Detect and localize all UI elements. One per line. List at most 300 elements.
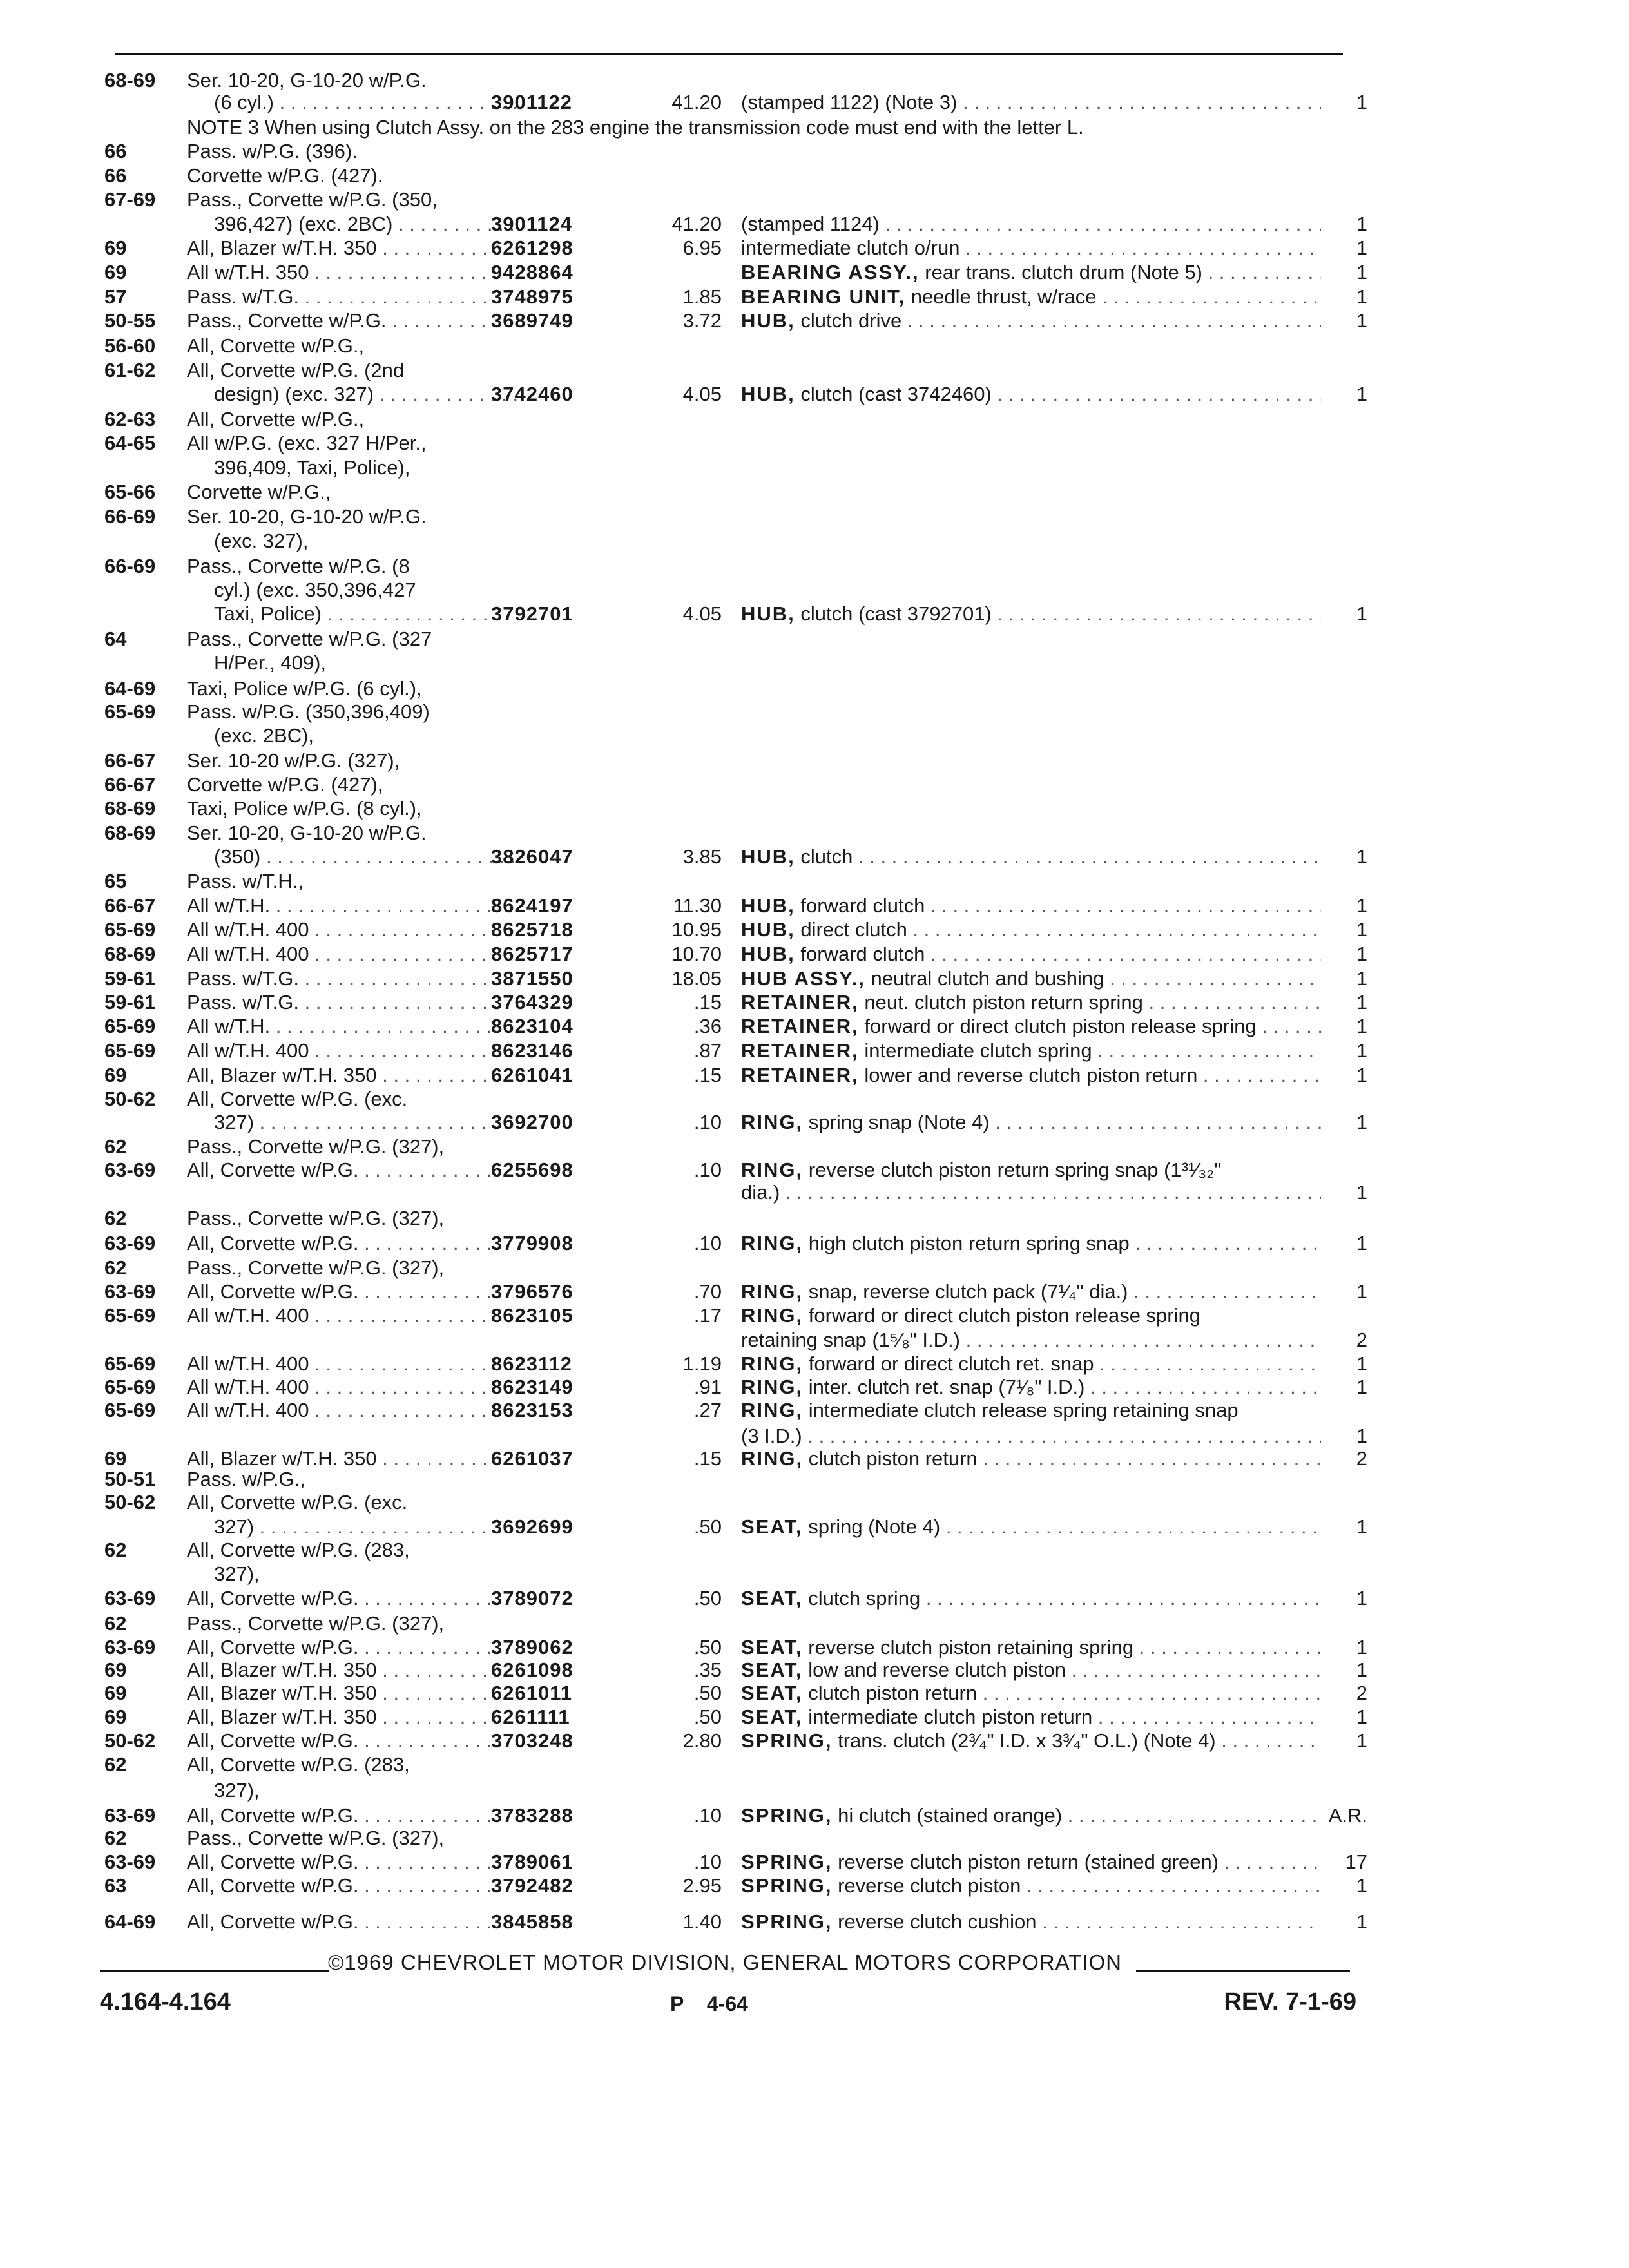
price: .15	[693, 1064, 722, 1086]
model-years: 68-69	[104, 797, 156, 820]
model-years: 66-67	[104, 773, 156, 796]
description-text: snap, reverse clutch pack (7¹⁄₄" dia.)	[808, 1280, 1128, 1303]
table-row	[0, 1039, 1629, 1063]
table-row	[0, 115, 1629, 140]
model-years: 69	[104, 1658, 127, 1681]
description-text: spring snap (Note 4)	[808, 1111, 990, 1133]
model-years: 57	[104, 285, 127, 308]
table-row	[0, 602, 1629, 626]
application: H/Per., 409),	[214, 651, 327, 674]
quantity: 1	[1356, 1636, 1367, 1658]
application: All w/T.H. 400 . . .	[187, 942, 490, 966]
price: .27	[693, 1399, 722, 1421]
table-row	[0, 1398, 1629, 1423]
price: .87	[693, 1039, 722, 1062]
table-row	[0, 700, 1629, 724]
part-number: 9428864	[491, 261, 574, 284]
table-row	[0, 1874, 1629, 1898]
model-years: 62	[104, 1827, 127, 1849]
table-row	[0, 1135, 1629, 1159]
part-name: SPRING,	[741, 1910, 833, 1933]
model-years: 66-67	[104, 749, 156, 772]
description-text: forward or direct clutch piston release spring	[808, 1304, 1200, 1327]
model-years: 67-69	[104, 188, 156, 211]
part-number: 3742460	[491, 383, 574, 405]
description-text: inter. clutch ret. snap (7¹⁄₈" I.D.)	[808, 1376, 1085, 1398]
model-years: 50-62	[104, 1491, 156, 1514]
application: All, Corvette w/P.G.,	[187, 334, 365, 357]
quantity: 1	[1356, 383, 1367, 405]
application: All, Corvette w/P.G. . . .	[187, 1635, 490, 1660]
quantity: 1	[1356, 1910, 1367, 1933]
application: All, Blazer w/T.H. 350 . . .	[187, 236, 490, 260]
description	[741, 602, 1321, 626]
quantity: 1	[1356, 1874, 1367, 1897]
application: All, Corvette w/P.G. . . .	[187, 1586, 490, 1611]
part-name: HUB,	[741, 894, 795, 917]
price: 2.95	[682, 1874, 722, 1897]
application: All, Corvette w/P.G. . . .	[187, 1850, 490, 1874]
table-row	[0, 1826, 1629, 1850]
description	[741, 1352, 1321, 1376]
application: Pass., Corvette w/P.G. (327),	[187, 1256, 445, 1279]
part-name: SEAT,	[741, 1706, 803, 1728]
table-row	[0, 1467, 1629, 1492]
part-number: 3789072	[491, 1587, 574, 1610]
application: All, Corvette w/P.G. . . .	[187, 1280, 490, 1304]
table-row	[0, 990, 1629, 1015]
description-text: clutch	[800, 845, 853, 868]
part-number: 8625718	[491, 918, 574, 941]
description	[741, 309, 1321, 333]
table-row	[0, 1063, 1629, 1088]
price: 10.70	[671, 943, 722, 965]
description-text: lower and reverse clutch piston return	[864, 1064, 1198, 1086]
price: 11.30	[673, 894, 722, 917]
application: Ser. 10-20, G-10-20 w/P.G.	[187, 505, 427, 528]
model-years: 69	[104, 1706, 127, 1728]
application: (exc. 2BC),	[214, 724, 314, 747]
description-text: direct clutch	[800, 918, 907, 941]
model-years: 63-69	[104, 1636, 156, 1658]
model-years: 65-69	[104, 1352, 156, 1375]
model-years: 65	[104, 870, 127, 892]
part-name: HUB,	[741, 918, 795, 941]
part-number: 6261037	[491, 1447, 574, 1470]
part-number: 3789062	[491, 1636, 574, 1658]
price: 1.40	[682, 1910, 722, 1933]
application: Corvette w/P.G. (427).	[187, 164, 383, 187]
part-number: 8623112	[491, 1352, 572, 1375]
part-name: SEAT,	[741, 1682, 803, 1704]
table-row	[0, 529, 1629, 553]
part-name: RETAINER,	[741, 1064, 859, 1086]
table-row	[0, 1611, 1629, 1636]
quantity: 1	[1356, 1658, 1367, 1681]
application: Pass. w/T.G. . . .	[187, 966, 490, 991]
part-number: 3748975	[491, 285, 574, 308]
table-row	[0, 187, 1629, 212]
table-row	[0, 68, 1629, 93]
application: All, Blazer w/T.H. 350 . . .	[187, 1705, 490, 1729]
model-years: 66	[104, 164, 127, 187]
quantity: 17	[1345, 1850, 1367, 1873]
table-row	[0, 1753, 1629, 1777]
table-row	[0, 869, 1629, 894]
price: .15	[693, 1447, 722, 1470]
table-row	[0, 90, 1629, 115]
price: 10.95	[671, 918, 722, 941]
table-row	[0, 1490, 1629, 1515]
table-row	[0, 578, 1629, 602]
description-text: reverse clutch cushion	[838, 1910, 1037, 1933]
table-row	[0, 1538, 1629, 1562]
quantity: 1	[1356, 1352, 1367, 1375]
part-number: 3792482	[491, 1874, 574, 1897]
part-name: SEAT,	[741, 1587, 803, 1610]
table-row	[0, 456, 1629, 480]
part-number: 6261011	[491, 1682, 572, 1704]
description	[741, 90, 1321, 115]
description	[741, 1231, 1321, 1256]
part-name: BEARING UNIT,	[741, 285, 906, 308]
model-years: 56-60	[104, 334, 156, 357]
description	[741, 1398, 1321, 1423]
model-years: 63-69	[104, 1232, 156, 1254]
application: Pass., Corvette w/P.G. (327),	[187, 1135, 445, 1158]
application: All w/T.H. 400 . . .	[187, 918, 490, 942]
model-years: 63-69	[104, 1158, 156, 1181]
model-years: 62	[104, 1256, 127, 1279]
model-years: 65-66	[104, 481, 156, 503]
part-name: RING,	[741, 1304, 804, 1327]
description-text: reverse clutch piston	[838, 1874, 1021, 1897]
price: .50	[693, 1706, 722, 1728]
model-years: 65-69	[104, 1015, 156, 1037]
part-name: RING,	[741, 1158, 804, 1181]
part-number: 3796576	[491, 1280, 574, 1303]
description-text: high clutch piston return spring snap	[808, 1232, 1130, 1254]
quantity: 1	[1356, 918, 1367, 941]
top-rule	[115, 53, 1343, 55]
table-row	[0, 358, 1629, 383]
quantity: 1	[1356, 1181, 1367, 1204]
quantity: 1	[1356, 1729, 1367, 1752]
quantity: 1	[1356, 1706, 1367, 1728]
application: Ser. 10-20, G-10-20 w/P.G.	[187, 822, 427, 844]
quantity: 1	[1356, 1039, 1367, 1062]
description	[741, 1424, 1321, 1448]
description	[741, 1039, 1321, 1063]
description-text: intermediate clutch spring	[864, 1039, 1092, 1062]
part-number: 3764329	[491, 991, 574, 1014]
application: Pass. w/T.G. . . .	[187, 285, 490, 309]
model-years: 65-69	[104, 1376, 156, 1398]
description	[741, 1110, 1321, 1135]
table-row	[0, 1087, 1629, 1111]
application: All w/T.H. 400 . . .	[187, 1039, 490, 1063]
table-row	[0, 1586, 1629, 1611]
table-row	[0, 164, 1629, 188]
description-text: clutch (cast 3792701)	[800, 602, 992, 625]
model-years: 64-65	[104, 432, 156, 454]
part-name: HUB,	[741, 602, 795, 625]
description-text: (3 I.D.)	[741, 1425, 802, 1447]
description-text: low and reverse clutch piston	[808, 1658, 1066, 1681]
table-row	[0, 1352, 1629, 1376]
table-row	[0, 1014, 1629, 1039]
description	[741, 894, 1321, 918]
application: All w/T.H. . . .	[187, 1014, 490, 1039]
model-years: 68-69	[104, 822, 156, 844]
table-row	[0, 821, 1629, 845]
part-number: 3703248	[491, 1729, 574, 1752]
model-years: 50-62	[104, 1729, 156, 1752]
application: cyl.) (exc. 350,396,427	[214, 579, 416, 601]
description	[741, 918, 1321, 942]
quantity: 2	[1356, 1329, 1367, 1351]
description-text: reverse clutch piston return (stained green)	[838, 1850, 1219, 1873]
quantity: 1	[1356, 1515, 1367, 1538]
part-number: 8623149	[491, 1376, 574, 1398]
part-number: 8623105	[491, 1304, 574, 1327]
description	[741, 1586, 1321, 1611]
part-name: BEARING ASSY.,	[741, 261, 920, 284]
application: 396,427) (exc. 2BC) . . .	[187, 212, 517, 236]
part-number: 3779908	[491, 1232, 574, 1254]
quantity: A.R.	[1328, 1804, 1367, 1827]
model-years: 69	[104, 1682, 127, 1704]
part-name: HUB ASSY.,	[741, 967, 865, 990]
part-number: 6261098	[491, 1658, 574, 1681]
part-name: RING,	[741, 1376, 804, 1398]
table-row	[0, 845, 1629, 869]
price: 4.05	[682, 383, 722, 405]
table-row	[0, 1231, 1629, 1256]
price: 18.05	[671, 967, 722, 990]
description	[741, 1158, 1321, 1182]
model-years: 66	[104, 140, 127, 162]
table-row	[0, 1303, 1629, 1328]
model-years: 62	[104, 1135, 127, 1158]
description-text: clutch (cast 3742460)	[800, 383, 992, 405]
price: .91	[693, 1376, 722, 1398]
application: All w/T.H. 400 . . .	[187, 1375, 490, 1399]
part-name: RETAINER,	[741, 1039, 859, 1062]
price: .50	[693, 1636, 722, 1658]
table-row	[0, 942, 1629, 966]
application: All, Corvette w/P.G. (283,	[187, 1539, 410, 1561]
table-row	[0, 773, 1629, 797]
quantity: 1	[1356, 1111, 1367, 1133]
part-name: SPRING,	[741, 1850, 833, 1873]
description-text: (stamped 1124)	[741, 213, 880, 235]
application: Ser. 10-20, G-10-20 w/P.G.	[187, 69, 427, 91]
application: All, Blazer w/T.H. 350 . . .	[187, 1063, 490, 1088]
footer-page-number: 4-64	[706, 1992, 748, 2015]
part-number: 3689749	[491, 309, 574, 332]
description	[741, 845, 1321, 869]
model-years: 62-63	[104, 408, 156, 430]
model-years: 69	[104, 1447, 127, 1470]
application: Pass., Corvette w/P.G. (350,	[187, 188, 438, 211]
model-years: 62	[104, 1612, 127, 1635]
quantity: 1	[1356, 285, 1367, 308]
application: All, Corvette w/P.G. . . .	[187, 1231, 490, 1256]
description	[741, 285, 1321, 309]
application: 327),	[214, 1562, 260, 1585]
table-row	[0, 1110, 1629, 1135]
table-row	[0, 1803, 1629, 1828]
model-years: 69	[104, 1064, 127, 1086]
description	[741, 1874, 1321, 1898]
application: All, Corvette w/P.G. . . .	[187, 1874, 490, 1898]
part-number: 3871550	[491, 967, 574, 990]
application: All w/P.G. (exc. 327 H/Per.,	[187, 432, 427, 454]
model-years: 65-69	[104, 918, 156, 941]
quantity: 1	[1356, 1232, 1367, 1254]
description	[741, 260, 1321, 285]
application: (exc. 327),	[214, 530, 309, 552]
model-years: 63-69	[104, 1804, 156, 1827]
model-years: 63	[104, 1874, 127, 1897]
price: .10	[693, 1158, 722, 1181]
table-row	[0, 1515, 1629, 1539]
part-number: 8623146	[491, 1039, 574, 1062]
quantity: 1	[1356, 1064, 1367, 1086]
part-name: HUB,	[741, 845, 795, 868]
description	[741, 1635, 1321, 1660]
model-years: 66-69	[104, 555, 156, 577]
model-years: 63-69	[104, 1587, 156, 1610]
application: All, Corvette w/P.G. (exc.	[187, 1088, 408, 1110]
application: Pass. w/P.G.,	[187, 1468, 305, 1490]
application: All w/T.H. 400 . . .	[187, 1303, 490, 1328]
description	[741, 212, 1321, 236]
part-number: 3901124	[491, 213, 572, 235]
model-years: 50-55	[104, 309, 156, 332]
application: Ser. 10-20 w/P.G. (327),	[187, 749, 400, 772]
table-row	[0, 407, 1629, 432]
quantity: 2	[1356, 1447, 1367, 1470]
table-row	[0, 796, 1629, 821]
table-row	[0, 1158, 1629, 1182]
part-name: RING,	[741, 1352, 804, 1375]
description	[741, 1803, 1321, 1828]
quantity: 1	[1356, 213, 1367, 235]
model-years: 69	[104, 261, 127, 284]
application: Pass., Corvette w/P.G. (327),	[187, 1827, 445, 1849]
model-years: 64-69	[104, 677, 156, 700]
application: All, Corvette w/P.G. . . .	[187, 1803, 490, 1828]
application: 327) . . .	[187, 1515, 517, 1539]
description-text: rear trans. clutch drum (Note 5)	[925, 261, 1202, 284]
price: 3.85	[682, 845, 722, 868]
application: Taxi, Police w/P.G. (8 cyl.),	[187, 797, 422, 820]
table-row	[0, 309, 1629, 333]
part-name: RETAINER,	[741, 991, 859, 1014]
table-row	[0, 1778, 1629, 1803]
description	[741, 1063, 1321, 1088]
description-text: clutch piston return	[808, 1682, 978, 1704]
table-row	[0, 1280, 1629, 1304]
part-number: 3901122	[491, 91, 572, 113]
application: Pass. w/T.H.,	[187, 870, 304, 892]
application: All, Corvette w/P.G. . . .	[187, 1910, 490, 1934]
model-years: 68-69	[104, 943, 156, 965]
price: .36	[693, 1015, 722, 1037]
table-row	[0, 894, 1629, 918]
quantity: 2	[1356, 1682, 1367, 1704]
model-years: 61-62	[104, 359, 156, 381]
table-row	[0, 966, 1629, 991]
table-row	[0, 1681, 1629, 1706]
part-name: HUB,	[741, 309, 795, 332]
description-text: forward or direct clutch ret. snap	[808, 1352, 1094, 1375]
quantity: 1	[1356, 894, 1367, 917]
description	[741, 1658, 1321, 1682]
description-text: clutch piston return	[808, 1447, 978, 1470]
description	[741, 1705, 1321, 1729]
part-name: SEAT,	[741, 1515, 803, 1538]
part-number: 3692700	[491, 1111, 574, 1133]
application: design) (exc. 327) . . .	[187, 382, 517, 407]
part-number: 3692699	[491, 1515, 574, 1538]
description-text: forward or direct clutch piston release spring	[864, 1015, 1257, 1037]
model-years: 62	[104, 1539, 127, 1561]
application: 396,409, Taxi, Police),	[214, 456, 410, 479]
table-row	[0, 1375, 1629, 1399]
application: Pass., Corvette w/P.G. (327),	[187, 1207, 445, 1229]
description-text: spring (Note 4)	[808, 1515, 941, 1538]
application: Pass., Corvette w/P.G. . . .	[187, 309, 490, 333]
footer-page	[670, 1992, 748, 2016]
application: Pass. w/P.G. (396).	[187, 140, 358, 162]
model-years: 64	[104, 628, 127, 650]
part-name: SPRING,	[741, 1804, 833, 1827]
application: Pass. w/T.G. . . .	[187, 990, 490, 1015]
model-years: 65-69	[104, 1399, 156, 1421]
application: All, Corvette w/P.G. . . .	[187, 1158, 490, 1182]
table-row	[0, 260, 1629, 285]
description	[741, 966, 1321, 991]
price: 6.95	[682, 236, 722, 259]
price: .50	[693, 1587, 722, 1610]
table-row	[0, 334, 1629, 358]
price: 1.85	[682, 285, 722, 308]
table-row	[0, 554, 1629, 579]
price: 2.80	[682, 1729, 722, 1752]
description	[741, 1729, 1321, 1753]
table-row	[0, 212, 1629, 236]
quantity: 1	[1356, 261, 1367, 284]
part-number: 8625717	[491, 943, 574, 965]
price: 41.20	[671, 91, 722, 113]
quantity: 1	[1356, 845, 1367, 868]
application: All, Corvette w/P.G. . . .	[187, 1729, 490, 1753]
price: 3.72	[682, 309, 722, 332]
part-number: 3783288	[491, 1804, 574, 1827]
application: All, Corvette w/P.G.,	[187, 408, 365, 430]
application: Pass., Corvette w/P.G. (327	[187, 628, 432, 650]
application: 327),	[214, 1779, 260, 1802]
description-text: intermediate clutch piston return	[808, 1706, 1093, 1728]
application: All w/T.H. . . .	[187, 894, 490, 918]
model-years: 65-69	[104, 1304, 156, 1327]
table-row	[0, 1562, 1629, 1586]
description	[741, 1681, 1321, 1706]
price: .50	[693, 1682, 722, 1704]
